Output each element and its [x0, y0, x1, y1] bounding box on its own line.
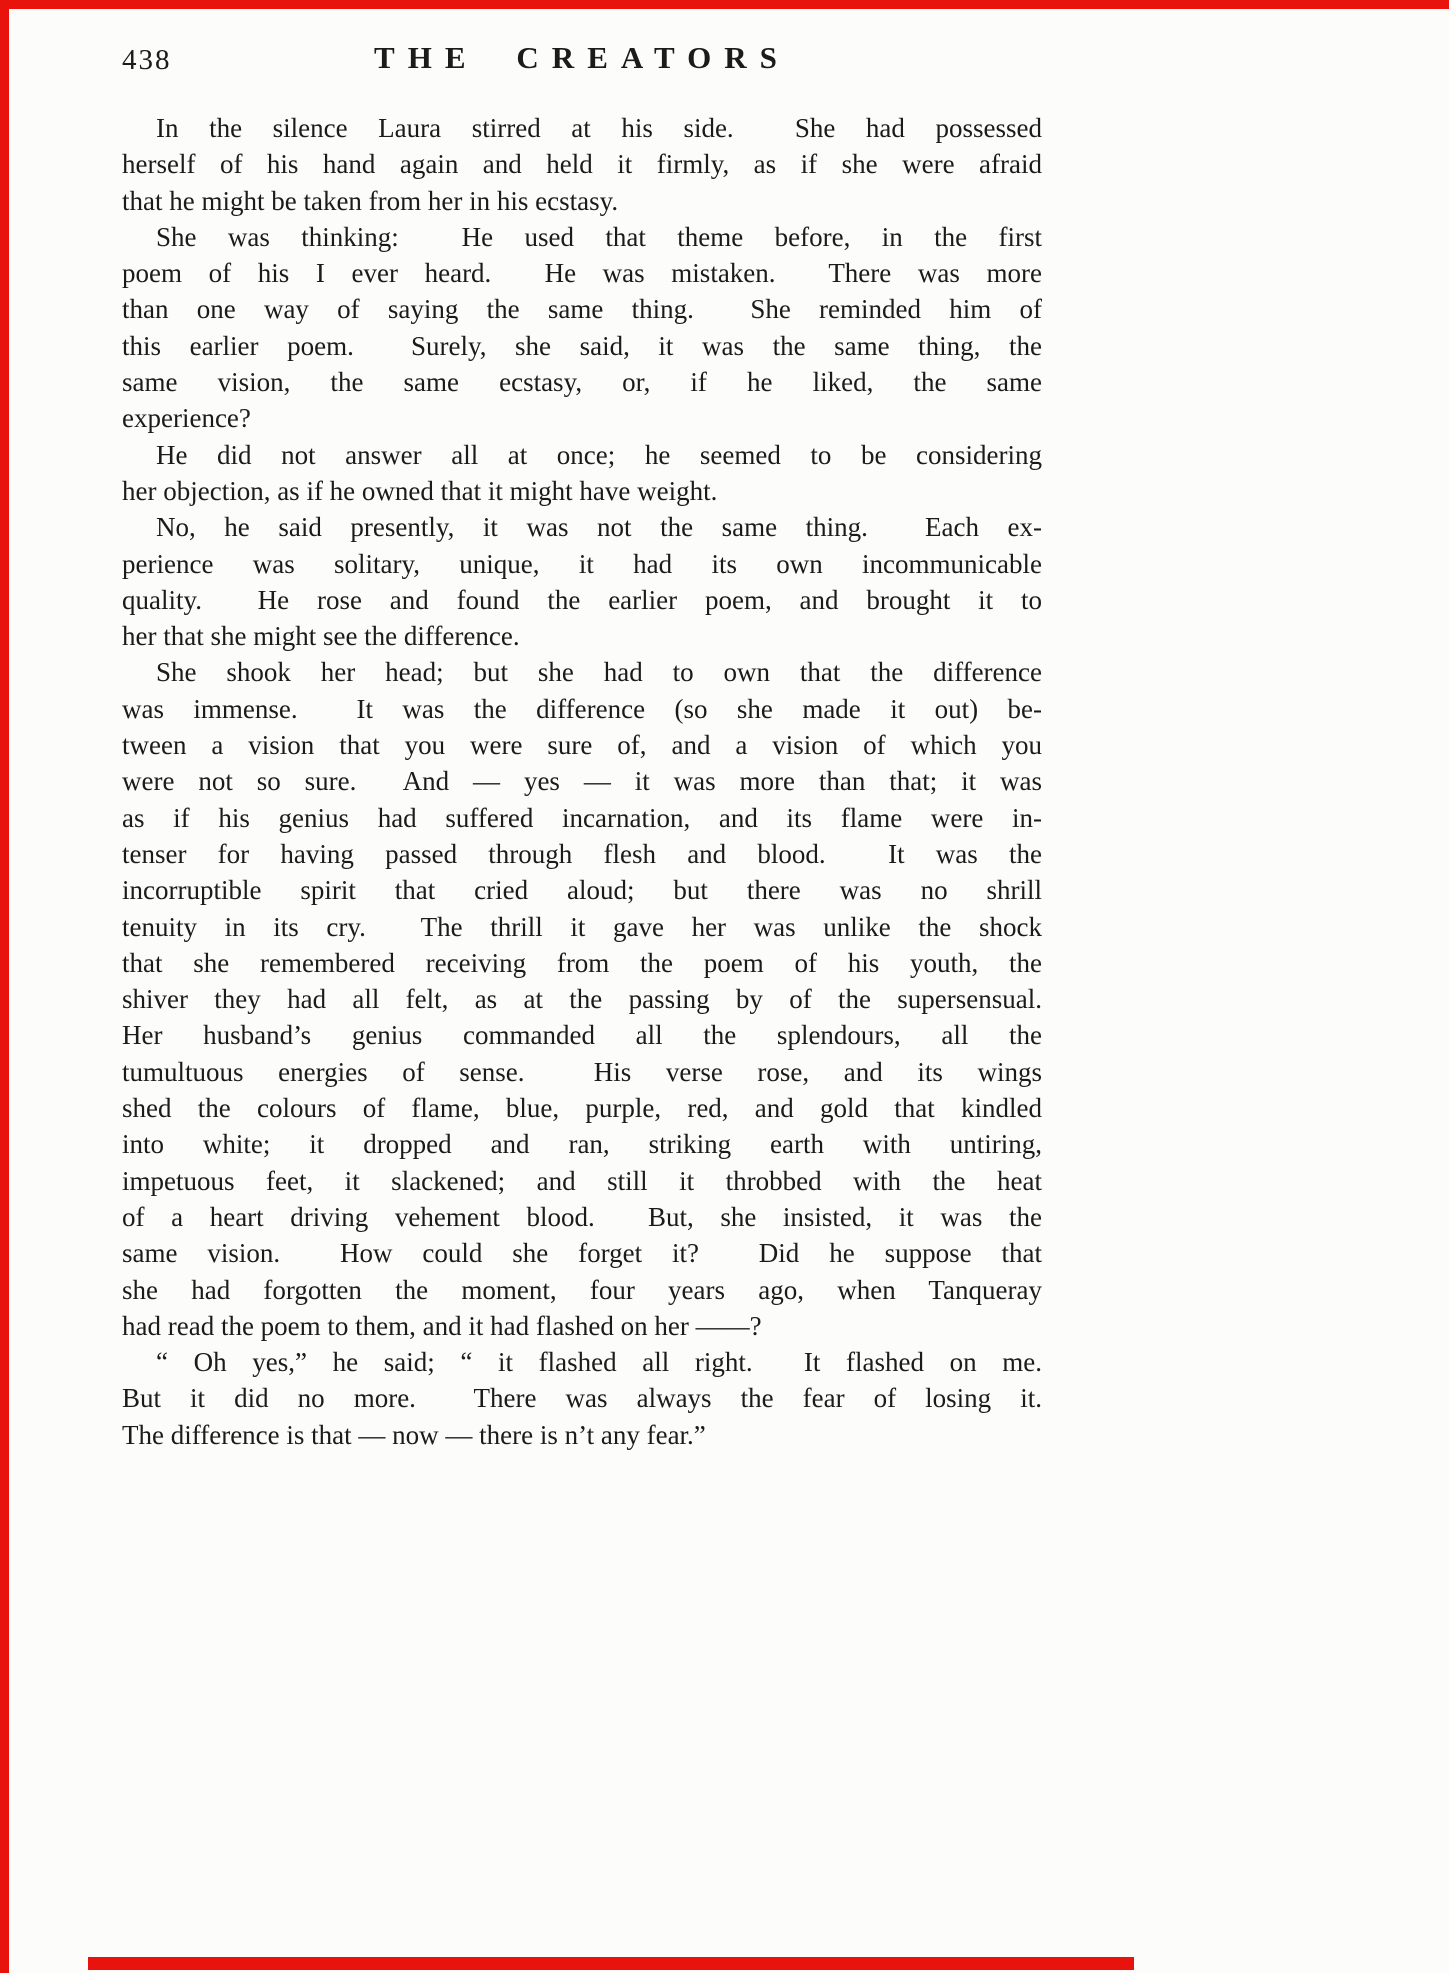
text-block	[122, 110, 1042, 1453]
text-line: She was thinking: He used that theme before, in the first	[156, 221, 1042, 252]
page-number: 438	[122, 44, 172, 76]
running-head: THE CREATORS	[374, 40, 790, 75]
text-line: poem of his I ever heard. He was mistaken. There was more	[122, 258, 1042, 289]
text-line: same vision. How could she forget it? Did he suppose that	[122, 1238, 1042, 1269]
text-line: In the silence Laura stirred at his side. She had possessed	[156, 113, 1042, 143]
text-line: He did not answer all at once; he seemed to be considering	[156, 439, 1042, 470]
text-line: her that she might see the difference.	[122, 621, 520, 652]
text-line: her objection, as if he owned that it might have weight.	[122, 475, 718, 506]
text-line: “ Oh yes,” he said; “ it flashed all right. It flashed on me.	[156, 1347, 1042, 1378]
text-line: tween a vision that you were sure of, and a vision of which you	[122, 730, 1042, 761]
text-line: herself of his hand again and held it firmly, as if she were afraid	[122, 149, 1042, 180]
text-line: of a heart driving vehement blood. But, she insisted, it was the	[122, 1201, 1042, 1232]
text-line: than one way of saying the same thing. She reminded him of	[122, 294, 1042, 325]
text-line: she had forgotten the moment, four years ago, when Tanqueray	[122, 1274, 1042, 1305]
text-line: same vision, the same ecstasy, or, if he liked, the same	[122, 367, 1042, 398]
text-line: Her husband’s genius commanded all the splendours, all the	[122, 1020, 1042, 1051]
text-line: into white; it dropped and ran, striking earth with untiring,	[122, 1129, 1042, 1160]
scan-edge-bottom	[88, 1957, 1134, 1970]
text-line: tumultuous energies of sense. His verse rose, and its wings	[122, 1056, 1042, 1087]
text-line: experience?	[122, 403, 251, 434]
text-line: quality. He rose and found the earlier poem, and brought it to	[122, 584, 1042, 615]
text-line: were not so sure. And — yes — it was more than that; it was	[122, 766, 1042, 797]
text-line: tenuity in its cry. The thrill it gave her was unlike the shock	[122, 911, 1042, 942]
text-line: No, he said presently, it was not the same thing. Each ex-	[156, 512, 1042, 543]
text-line: shed the colours of flame, blue, purple, red, and gold that kindled	[122, 1093, 1042, 1124]
text-line: She shook her head; but she had to own that the difference	[156, 657, 1042, 688]
text-line: that she remembered receiving from the poem of his youth, the	[122, 947, 1042, 978]
text-line: that he might be taken from her in his ecstasy.	[122, 185, 619, 216]
text-line: as if his genius had suffered incarnation, and its flame were in-	[122, 802, 1042, 833]
text-line: had read the poem to them, and it had flashed on her ——?	[122, 1310, 762, 1341]
text-line: tenser for having passed through flesh and blood. It was the	[122, 838, 1042, 869]
text-line: was immense. It was the difference (so she made it out) be-	[122, 693, 1042, 724]
scan-edge-top	[0, 0, 1449, 9]
text-line: this earlier poem. Surely, she said, it was the same thing, the	[122, 330, 1042, 361]
scan-edge-left	[0, 0, 9, 1973]
text-line: incorruptible spirit that cried aloud; but there was no shrill	[122, 875, 1042, 906]
text-line: The difference is that — now — there is n’t any fear.”	[122, 1419, 706, 1450]
text-line: But it did no more. There was always the fear of losing it.	[122, 1383, 1042, 1414]
text-line: shiver they had all felt, as at the passing by of the supersensual.	[122, 984, 1042, 1015]
text-line: perience was solitary, unique, it had its own incommunicable	[122, 548, 1042, 579]
text-line: impetuous feet, it slackened; and still it throbbed with the heat	[122, 1165, 1042, 1196]
